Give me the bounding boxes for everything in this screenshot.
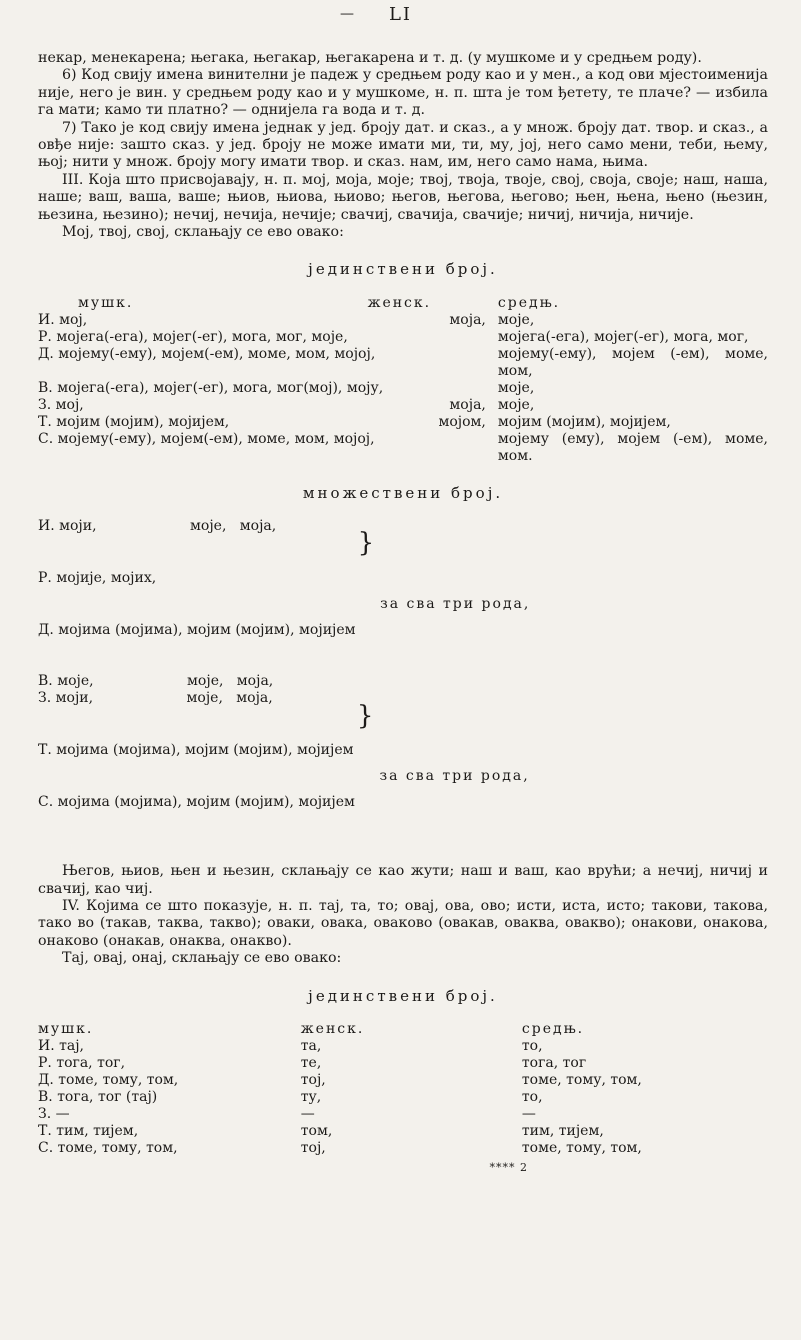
cell: мојим (мојим), мојијем, (497, 413, 671, 430)
page-body (38, 50, 768, 1176)
cell: С. мојему(-ему), мојем(-ем), моме, мом, мојој, (38, 430, 375, 447)
declension-table-moj (38, 295, 768, 465)
cell: тој, (300, 1071, 326, 1088)
cell: С. томе, тому, том, (38, 1139, 178, 1156)
cell: моје, (497, 396, 535, 413)
table-row (38, 397, 768, 414)
plural-row: В. моје, моје, моја, (38, 673, 274, 690)
cell: моје, (497, 311, 535, 328)
paragraph: Мој, твој, свој, склањају се ево овако: (62, 224, 344, 241)
cell: мојему(-ему), мојем (-ем), моме, мом, (497, 345, 768, 379)
cell: Т. мојим (мојим), мојијем, (38, 413, 230, 430)
cell: тим, тијем, (521, 1122, 604, 1139)
section-heading-singular: јединствени број. (308, 260, 498, 279)
table-row (38, 346, 768, 380)
page-number-dash: — (340, 6, 356, 22)
table-row (38, 1089, 768, 1106)
cell: томе, тому, том, (521, 1071, 642, 1088)
cell: Т. тим, тијем, (38, 1122, 139, 1139)
table-row (38, 312, 768, 329)
brace-symbol: } (356, 700, 374, 731)
note-all-genders: за сва три рода, (380, 595, 531, 612)
cell: Р. мојега(-ега), мојег(-ег), мога, мог, моје, (38, 328, 348, 345)
note-all-genders: за сва три рода, (379, 767, 530, 784)
paragraph: некар, менекарена; његака, његакар, његакарена и т. д. (у мушкоме и у средњем роду). (38, 50, 702, 66)
plural-block (38, 518, 768, 845)
table-header-row (38, 295, 768, 312)
cell: З. — (38, 1105, 70, 1122)
cell: то, (521, 1088, 543, 1105)
declension-table-taj (38, 1021, 768, 1157)
brace-symbol: } (357, 528, 375, 559)
signature-mark: **** 2 (489, 1160, 528, 1174)
cell: мојега(-ега), мојег(-ег), мога, мог, (497, 328, 749, 345)
paragraph: 7) Тако је код свију имена једнак у јед. броју дат. и сказ., а у множ. броју дат. твор. и сказ., а овђе није: зашто сказ. у јед. броју не може имати ми, ти, му, јој, него само мени, теби, њему, њој; нити у множ. броју могу имати твор. и сказ. нам, им, него само нама, њима. (38, 119, 768, 171)
cell: моје, (497, 379, 535, 396)
header-fem: женск. (300, 1020, 365, 1037)
cell: тој, (300, 1139, 326, 1156)
cell: мојему (ему), мојем (-ем), моме, мом. (497, 430, 768, 464)
cell: Д. томе, тому, том, (38, 1071, 179, 1088)
table-row (38, 1123, 768, 1140)
page-number (0, 4, 801, 25)
plural-row: С. мојима (мојима), мојим (мојим), мојијем (38, 793, 355, 810)
cell: Д. мојему(-ему), мојем(-ем), моме, мом, мојој, (38, 345, 376, 362)
table-row (38, 1106, 768, 1123)
plural-row: Т. мојима (мојима), мојим (мојим), мојијем (38, 741, 354, 758)
cell: тога, тог (521, 1054, 587, 1071)
paragraph: Тај, овај, онај, склањају се ево овако: (62, 950, 342, 967)
cell: то, (521, 1037, 543, 1054)
table-row (38, 329, 768, 346)
header-masc: мушк. (78, 294, 134, 311)
cell: — (521, 1105, 536, 1122)
plural-group-b (38, 700, 768, 846)
table-row (38, 1072, 768, 1089)
plural-row: Д. мојима (мојима), мојим (мојим), мојијем (38, 621, 356, 638)
header-masc: мушк. (38, 1020, 94, 1037)
cell: мојом, (438, 413, 486, 430)
cell: том, (300, 1122, 333, 1139)
table-row (38, 1140, 768, 1157)
cell: В. мојега(-ега), мојег(-ег), мога, мог(мој), моју, (38, 379, 384, 396)
header-neut: средњ. (521, 1020, 585, 1037)
plural-group-a (38, 528, 768, 673)
paragraph: III. Која што присвојавају, н. п. мој, моја, моје; твој, твоја, твоје, свој, своја, своје; наш, наша, наше; ваш, ваша, ваше; њиов, њиова, њиово; његов, његова, његово; њен, њена, њено (њезин, њезина, њезино); нечиј, нечија, нечије; свачиј, свачија, свачије; ничиј, ничија, ничије. (38, 171, 768, 223)
table-row (38, 1055, 768, 1072)
paragraph: IV. Којима се што показује, н. п. тај, та, то; овај, ова, ово; исти, иста, исто; такови, такова, тако во (такав, таква, такво); оваки, овака, оваково (овакав, оваква, овакво); онакови, онакова, онаково (онакав, онаква, онакво). (38, 897, 768, 949)
section-heading-singular-taj: јединствени број. (308, 986, 498, 1005)
cell: ту, (300, 1088, 322, 1105)
table-row (38, 380, 768, 397)
cell: — (300, 1105, 315, 1122)
page-number-text: LI (388, 4, 413, 25)
cell: те, (300, 1054, 322, 1071)
cell: И. тај, (38, 1037, 84, 1054)
cell: моја, (449, 311, 486, 328)
table-row (38, 414, 768, 431)
cell: та, (300, 1037, 322, 1054)
cell: Р. тога, тог, (38, 1054, 126, 1071)
cell: З. мој, (38, 396, 84, 413)
paragraph: 6) Код свију имена винителни је падеж у средњем роду као и у мен., а код ови мјестоименија није, него је вин. у средњем роду као и у мушкоме, н. п. шта је том ђетету, те плаче? — избила га мати; камо ти платно? — однијела га вода и т. д. (38, 67, 768, 119)
paragraph: Његов, њиов, њен и њезин, склањају се као жути; наш и ваш, као врући; а нечиј, ничиј и свачиј, као чиј. (38, 863, 768, 897)
cell: В. тога, тог (тај) (38, 1088, 158, 1105)
plural-row: И. моји, моје, моја, (38, 518, 277, 535)
cell: моја, (449, 396, 486, 413)
section-heading-plural: множествени број. (302, 483, 504, 502)
header-fem: женск. (367, 294, 432, 311)
table-header-row (38, 1021, 768, 1038)
table-row (38, 431, 768, 465)
cell: томе, тому, том, (521, 1139, 642, 1156)
table-row (38, 1038, 768, 1055)
plural-row: З. моји, моје, моја, (38, 690, 273, 707)
header-neut: средњ. (497, 294, 561, 311)
plural-row: Р. мојије, мојих, (38, 569, 157, 586)
cell: И. мој, (38, 311, 88, 328)
